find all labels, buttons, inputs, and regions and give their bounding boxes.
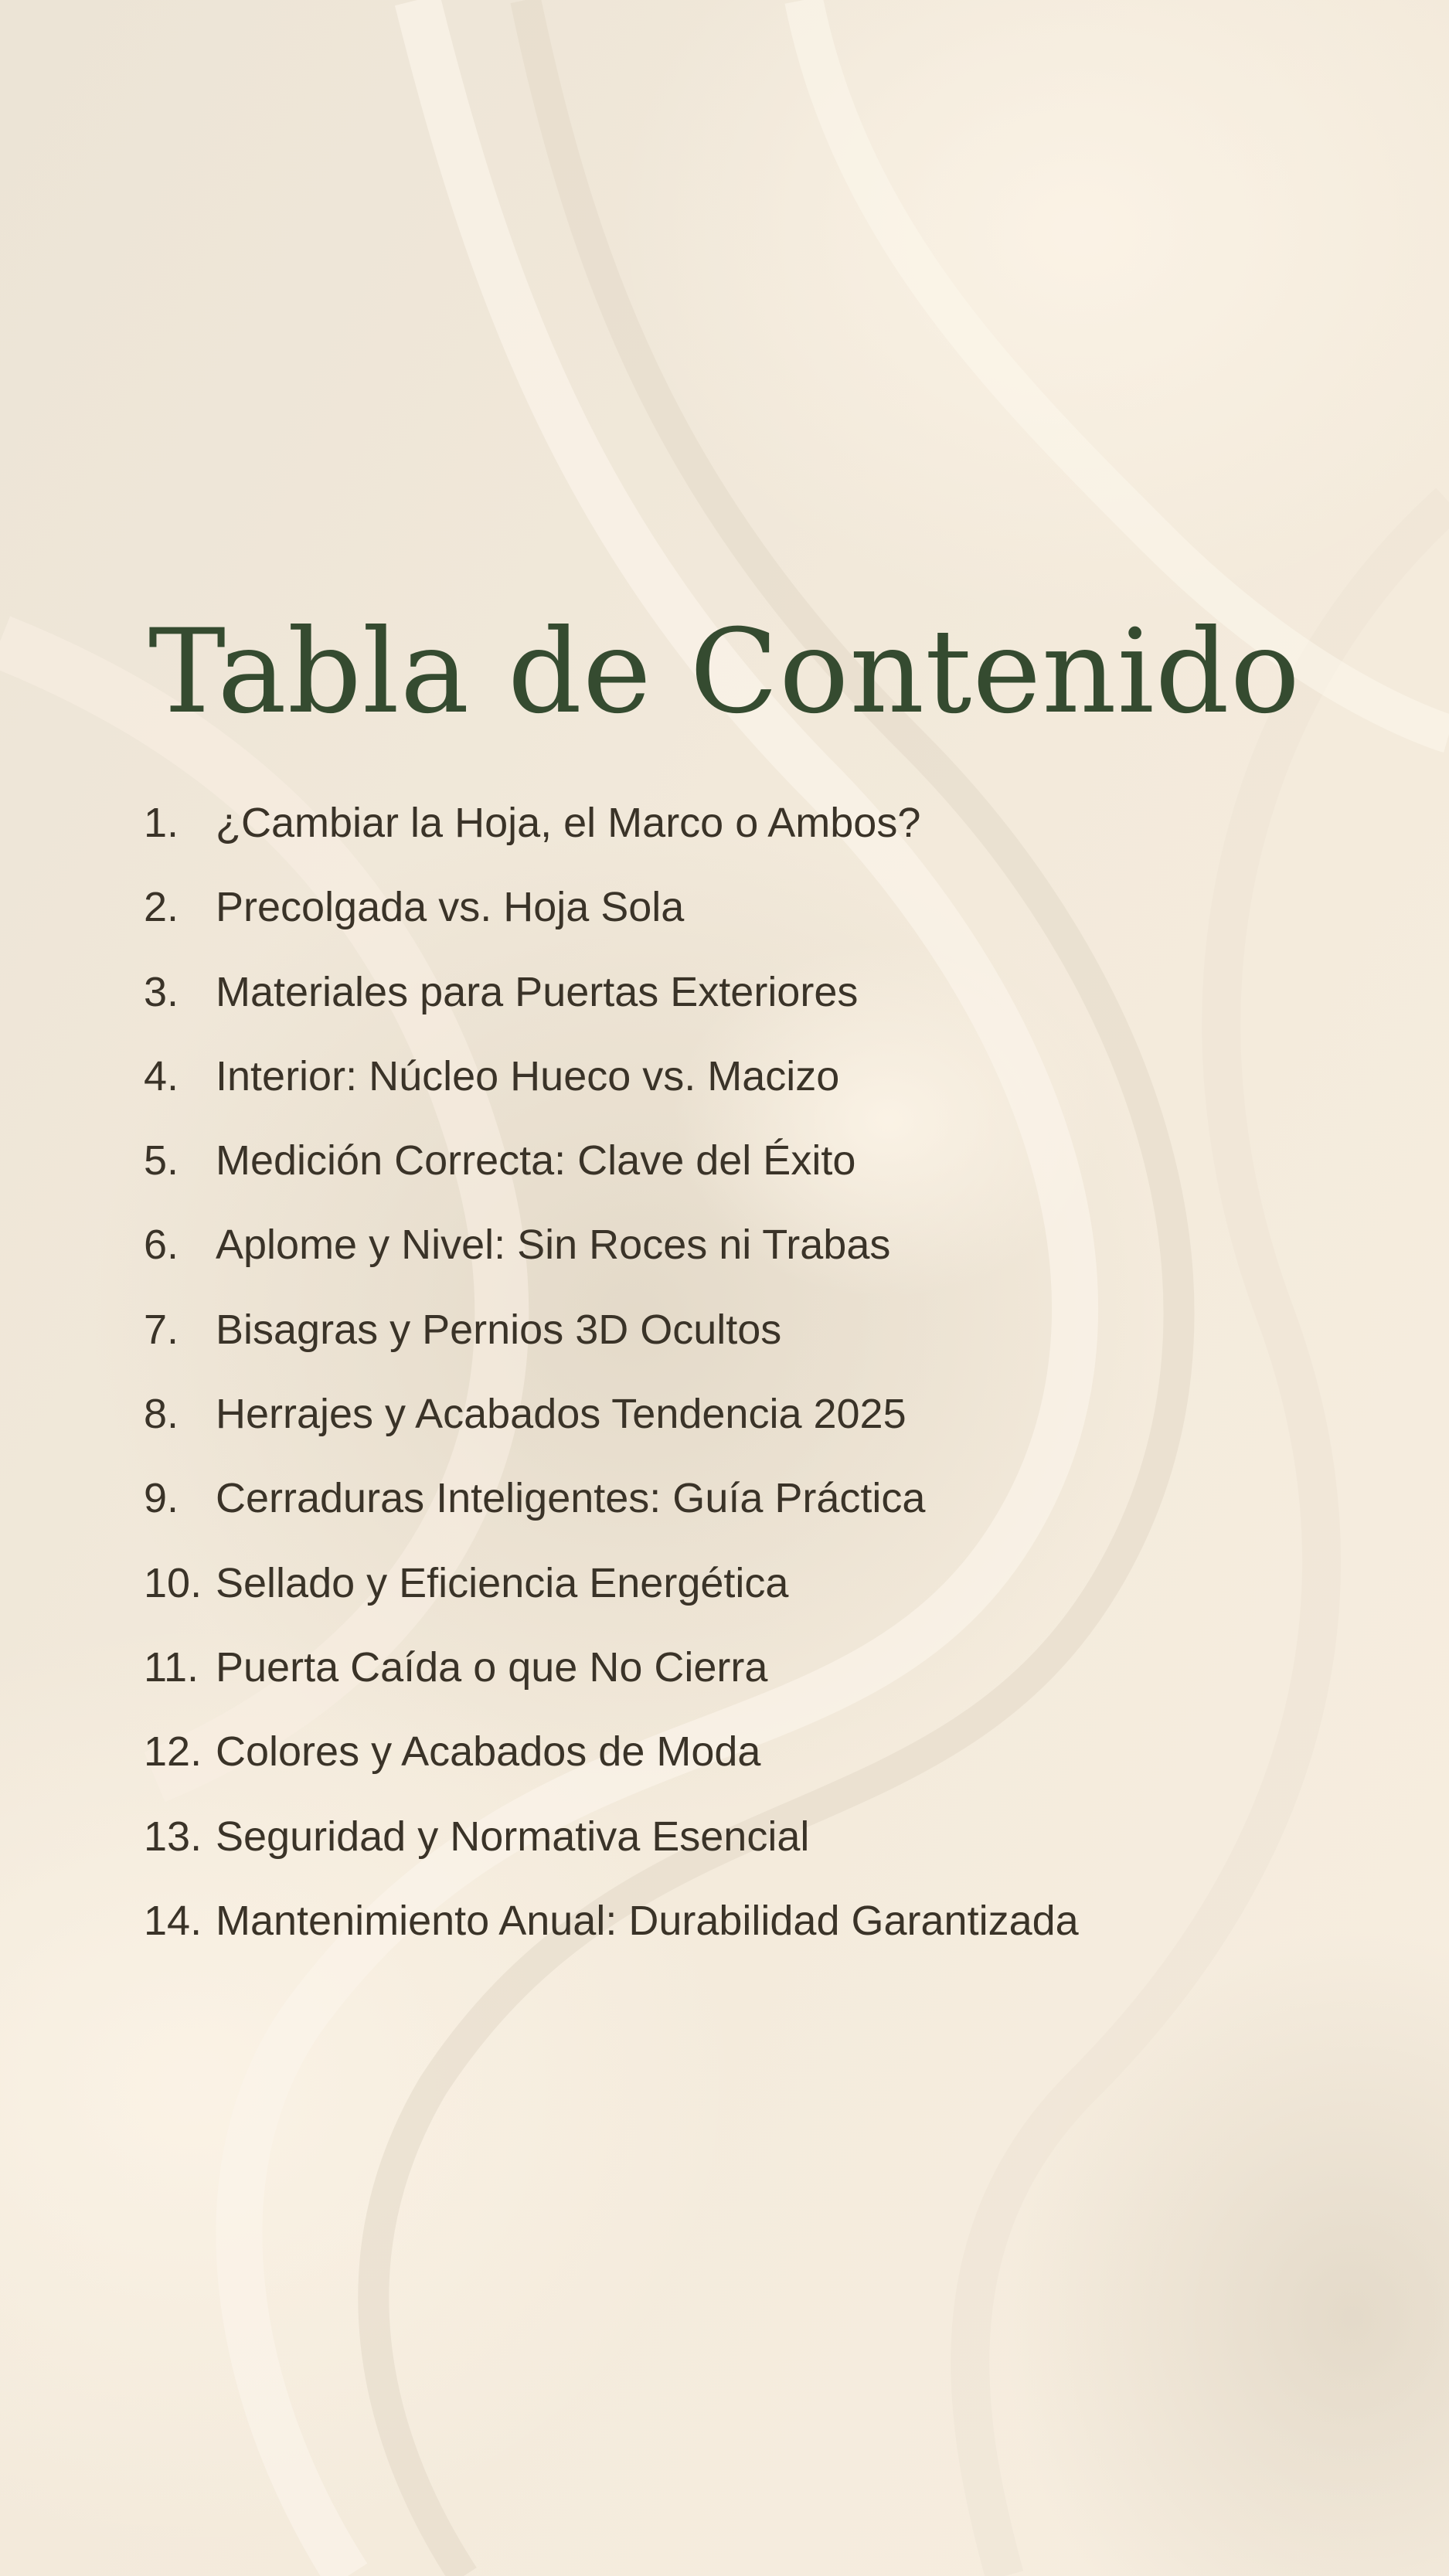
toc-item-number: 8. — [144, 1391, 179, 1438]
toc-item-number: 2. — [144, 884, 179, 931]
toc-item-number: 7. — [144, 1306, 179, 1353]
toc-item-label: ¿Cambiar la Hoja, el Marco o Ambos? — [216, 800, 921, 846]
toc-item-label: Materiales para Puertas Exteriores — [216, 968, 859, 1015]
toc-item-number: 13. — [144, 1813, 202, 1860]
page-title: Tabla de Contenido — [148, 605, 1301, 739]
toc-item[interactable] — [144, 1306, 1349, 1390]
toc-item-label: Mantenimiento Anual: Durabilidad Garantizada — [216, 1897, 1079, 1944]
toc-item-label: Medición Correcta: Clave del Éxito — [216, 1137, 856, 1184]
toc-item-label: Cerraduras Inteligentes: Guía Práctica — [216, 1475, 926, 1522]
toc-item[interactable] — [144, 1897, 1349, 1981]
toc-item-number: 6. — [144, 1222, 179, 1269]
toc-item-number: 11. — [144, 1643, 199, 1691]
toc-item[interactable] — [144, 1813, 1349, 1897]
toc-item-number: 3. — [144, 968, 179, 1015]
toc-item-label: Precolgada vs. Hoja Sola — [216, 884, 685, 931]
toc-item[interactable] — [144, 1559, 1349, 1643]
toc-item-number: 14. — [144, 1897, 202, 1944]
toc-item-label: Puerta Caída o que No Cierra — [216, 1643, 768, 1691]
toc-item-number: 5. — [144, 1137, 179, 1184]
toc-list — [144, 799, 1349, 1981]
toc-item[interactable] — [144, 1728, 1349, 1812]
toc-item[interactable] — [144, 1643, 1349, 1728]
toc-item[interactable] — [144, 968, 1349, 1052]
toc-item[interactable] — [144, 1390, 1349, 1474]
toc-item-number: 12. — [144, 1728, 202, 1776]
toc-item-number: 4. — [144, 1052, 179, 1099]
toc-item-number: 9. — [144, 1475, 179, 1522]
toc-item[interactable] — [144, 1221, 1349, 1305]
toc-item-label: Herrajes y Acabados Tendencia 2025 — [216, 1391, 906, 1438]
toc-item-label: Seguridad y Normativa Esencial — [216, 1813, 810, 1860]
toc-item-label: Aplome y Nivel: Sin Roces ni Trabas — [216, 1222, 891, 1269]
toc-item-label: Interior: Núcleo Hueco vs. Macizo — [216, 1052, 840, 1099]
toc-item-label: Colores y Acabados de Moda — [216, 1728, 761, 1776]
toc-item[interactable] — [144, 1474, 1349, 1558]
toc-item-label: Bisagras y Pernios 3D Ocultos — [216, 1306, 782, 1353]
toc-item[interactable] — [144, 1052, 1349, 1137]
toc-item-label: Sellado y Eficiencia Energética — [216, 1559, 789, 1606]
toc-item-number: 10. — [144, 1559, 202, 1606]
toc-item[interactable] — [144, 799, 1349, 883]
toc-item[interactable] — [144, 883, 1349, 967]
toc-item[interactable] — [144, 1137, 1349, 1221]
toc-item-number: 1. — [144, 800, 179, 846]
